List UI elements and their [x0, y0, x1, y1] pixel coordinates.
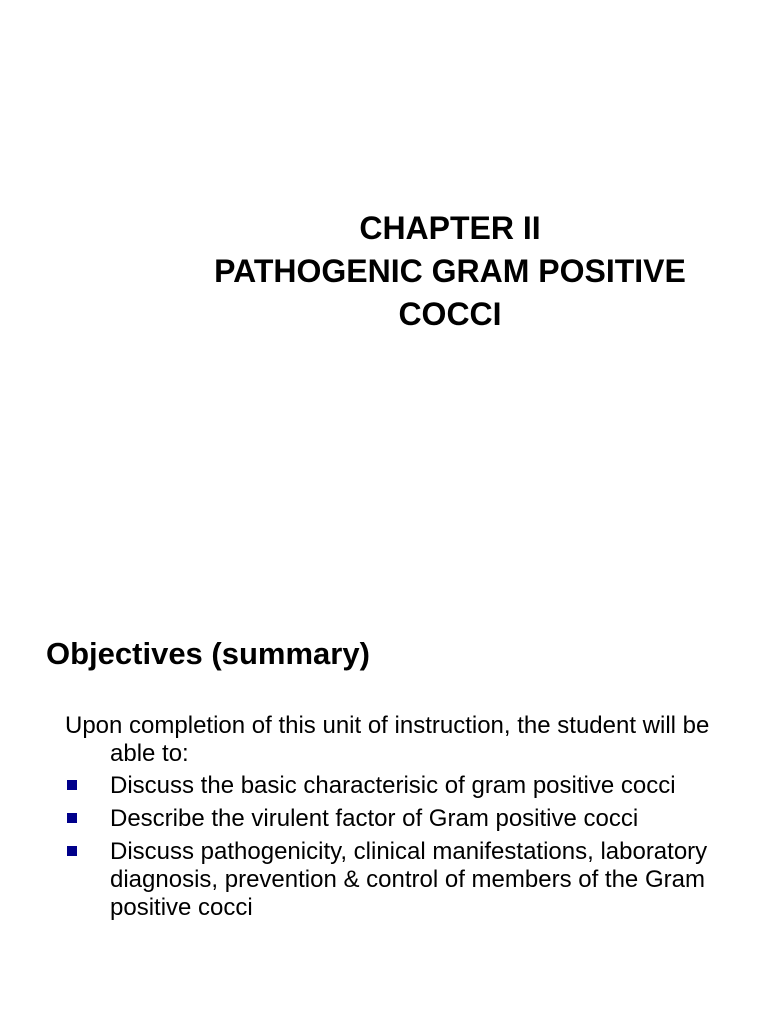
chapter-title-line-1: PATHOGENIC GRAM POSITIVE — [214, 253, 686, 289]
list-item — [65, 838, 715, 922]
chapter-title-line-2: COCCI — [398, 296, 502, 332]
objectives-section — [65, 712, 715, 927]
objectives-list — [65, 772, 715, 922]
list-item-text: Discuss the basic characterisic of gram positive cocci — [110, 772, 676, 799]
square-bullet-icon — [67, 813, 77, 823]
objectives-heading: Objectives (summary) — [46, 636, 370, 671]
square-bullet-icon — [67, 846, 77, 856]
list-item-text: Describe the virulent factor of Gram positive cocci — [110, 805, 639, 832]
chapter-title — [150, 207, 750, 336]
chapter-number: CHAPTER II — [359, 210, 541, 246]
square-bullet-icon — [67, 780, 77, 790]
objectives-intro: Upon completion of this unit of instruction, the student will be able to: — [65, 712, 710, 767]
list-item — [65, 805, 715, 833]
list-item — [65, 772, 715, 800]
list-item-text: Discuss pathogenicity, clinical manifestations, laboratory diagnosis, prevention & control of members of the Gram positive cocci — [110, 838, 708, 921]
